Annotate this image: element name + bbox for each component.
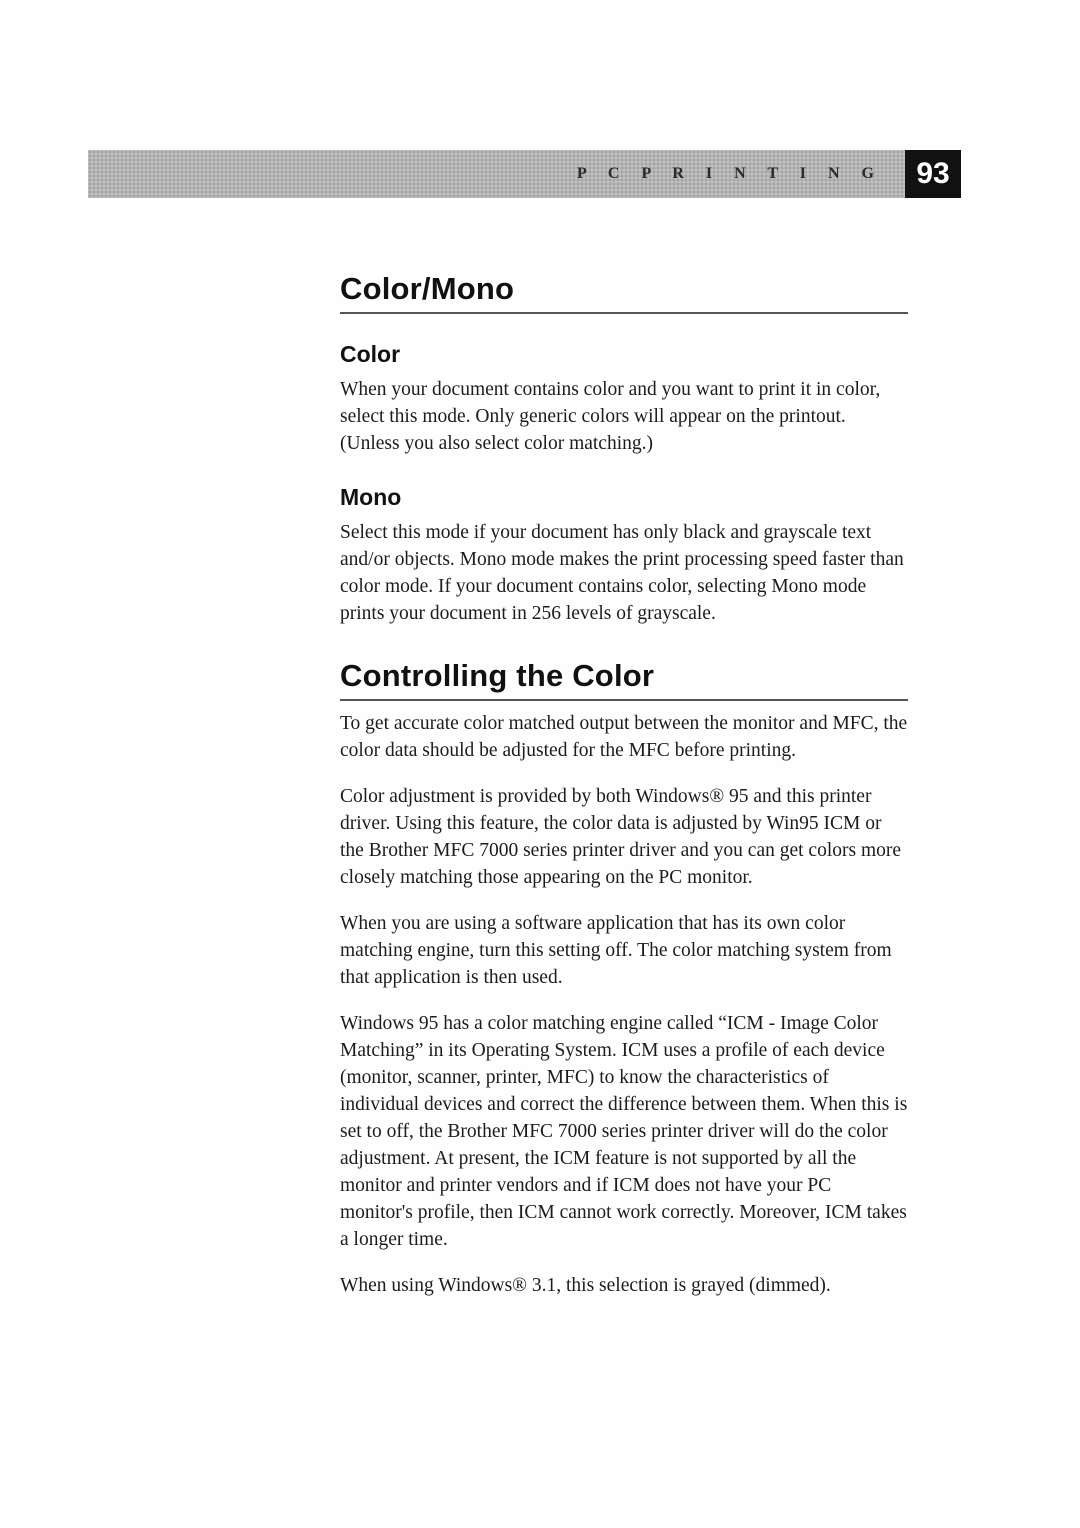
subheading-color: Color — [340, 341, 401, 367]
page-number-badge — [905, 150, 961, 198]
section-heading-color-mono: Color/Mono — [340, 271, 515, 306]
paragraph-mono-mode: Select this mode if your document has only black and grayscale text and/or objects. Mono mode makes the print processing speed faster than color mode. If your document contains color, selecting Mono mode prints your document in 256 levels of grayscale. — [340, 522, 904, 624]
paragraph-accurate-color: To get accurate color matched output between the monitor and MFC, the color data should be adjusted for the MFC before printing. — [340, 713, 908, 761]
heading-rule — [340, 312, 908, 314]
paragraph-software-application: When you are using a software application that has its own color matching engine, turn this setting off. The color matching system from that application is then used. — [340, 913, 892, 988]
chapter-title: P C P R I N T I N G — [577, 165, 883, 182]
page-content — [340, 198, 908, 1299]
paragraph-color-adjustment: Color adjustment is provided by both Windows® 95 and this printer driver. Using this feature, the color data is adjusted by Win95 ICM or the Brother MFC 7000 series printer driver and you can get colors more closely matching those appearing on the PC monitor. — [340, 786, 902, 888]
paragraph-icm-engine: Windows 95 has a color matching engine called “ICM - Image Color Matching” in its Operating System. ICM uses a profile of each device (monitor, scanner, printer, MFC) to know the characteristics of individual devices and correct the difference between them. When this is set to off, the Brother MFC 7000 series printer driver will do the color adjustment. At present, the ICM feature is not supported by all the monitor and printer vendors and if ICM does not have your PC monitor's profile, then ICM cannot work correctly. Moreover, ICM takes a longer time. — [340, 1013, 908, 1250]
subheading-mono: Mono — [340, 484, 402, 510]
paragraph-windows31-note: When using Windows® 3.1, this selection is grayed (dimmed). — [340, 1275, 831, 1296]
section-heading-controlling-color: Controlling the Color — [340, 658, 655, 693]
page-number: 93 — [916, 157, 950, 190]
heading-rule — [340, 699, 908, 701]
paragraph-color-mode: When your document contains color and you want to print it in color, select this mode. Only generic colors will appear on the printout. (Unless you also select color matching.) — [340, 379, 881, 454]
chapter-header-bar — [88, 150, 961, 198]
